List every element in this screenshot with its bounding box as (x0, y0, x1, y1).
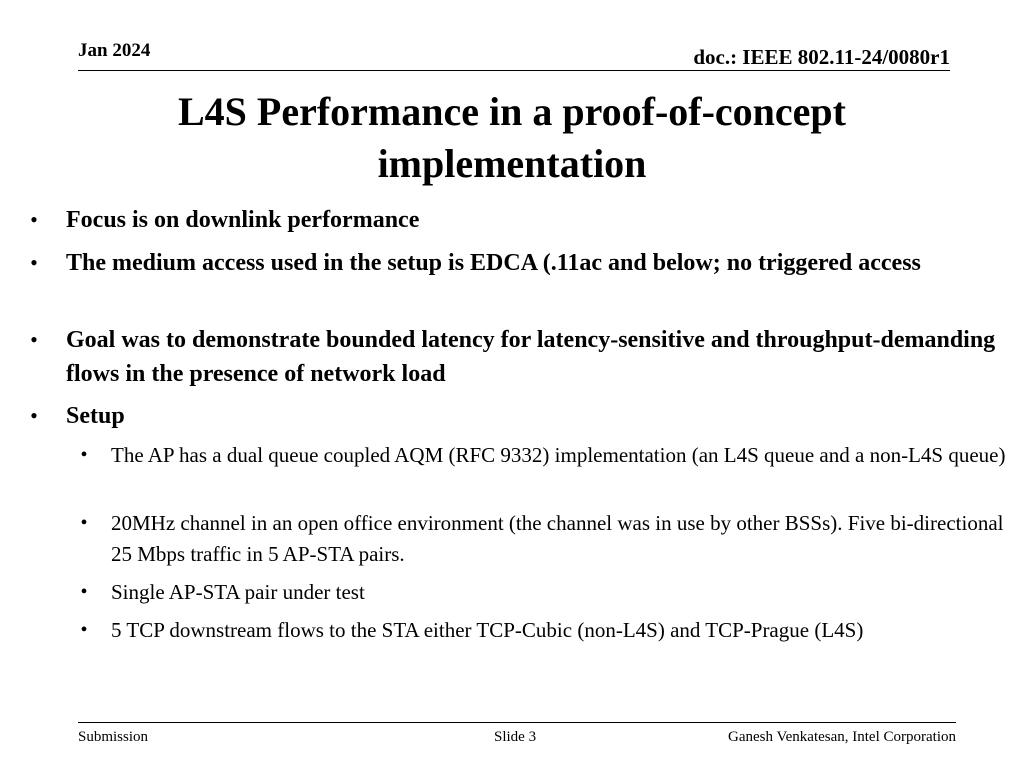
slide-title-line-2: implementation (377, 141, 647, 186)
bullet-item (30, 323, 1011, 391)
sub-bullet-marker: • (80, 444, 88, 466)
bullet-marker: • (30, 403, 38, 428)
bullet-text: Setup (66, 403, 125, 429)
footer-author: Ganesh Venkatesan, Intel Corporation (728, 729, 956, 745)
sub-bullet-text: 20MHz channel in an open office environment (the channel was in use by other BSSs). Five bi-directional 25 Mbps traffic in 5 AP-STA pairs. (111, 511, 1004, 566)
bullet-text: The medium access used in the setup is EDCA (.11ac and below; no triggered access (66, 250, 921, 276)
sub-bullet-marker: • (80, 581, 88, 603)
sub-bullet-item (80, 440, 1011, 471)
footer-submission: Submission (78, 729, 149, 745)
bullet-text: Focus is on downlink performance (66, 207, 420, 233)
bullet-marker: • (30, 327, 38, 352)
footer-divider (78, 722, 956, 723)
sub-bullet-text: The AP has a dual queue coupled AQM (RFC 9332) implementation (an L4S queue and a non-L4S queue) (111, 443, 1006, 467)
bullet-marker: • (30, 207, 38, 232)
header-document-id: doc.: IEEE 802.11-24/0080r1 (693, 45, 950, 69)
slide-title (0, 86, 1024, 190)
sub-bullet-item (80, 577, 1011, 608)
sub-bullet-item (80, 615, 1011, 646)
sub-bullet-item (80, 508, 1011, 570)
sub-bullet-marker: • (80, 512, 88, 534)
header-divider (78, 70, 950, 71)
footer-slide-number: Slide 3 (494, 729, 537, 745)
bullet-item (30, 246, 1011, 280)
bullet-item (30, 203, 1011, 237)
sub-bullet-text: 5 TCP downstream flows to the STA either TCP-Cubic (non-L4S) and TCP-Prague (L4S) (111, 618, 864, 642)
header-date: Jan 2024 (78, 40, 151, 61)
bullet-item (30, 399, 1011, 433)
sub-bullet-marker: • (80, 619, 88, 641)
slide-title-line-1: L4S Performance in a proof-of-concept (177, 89, 846, 134)
bullet-marker: • (30, 250, 38, 275)
bullet-text: Goal was to demonstrate bounded latency for latency-sensitive and throughput-demanding flows in the presence of network load (66, 327, 996, 387)
sub-bullet-text: Single AP-STA pair under test (111, 580, 365, 604)
